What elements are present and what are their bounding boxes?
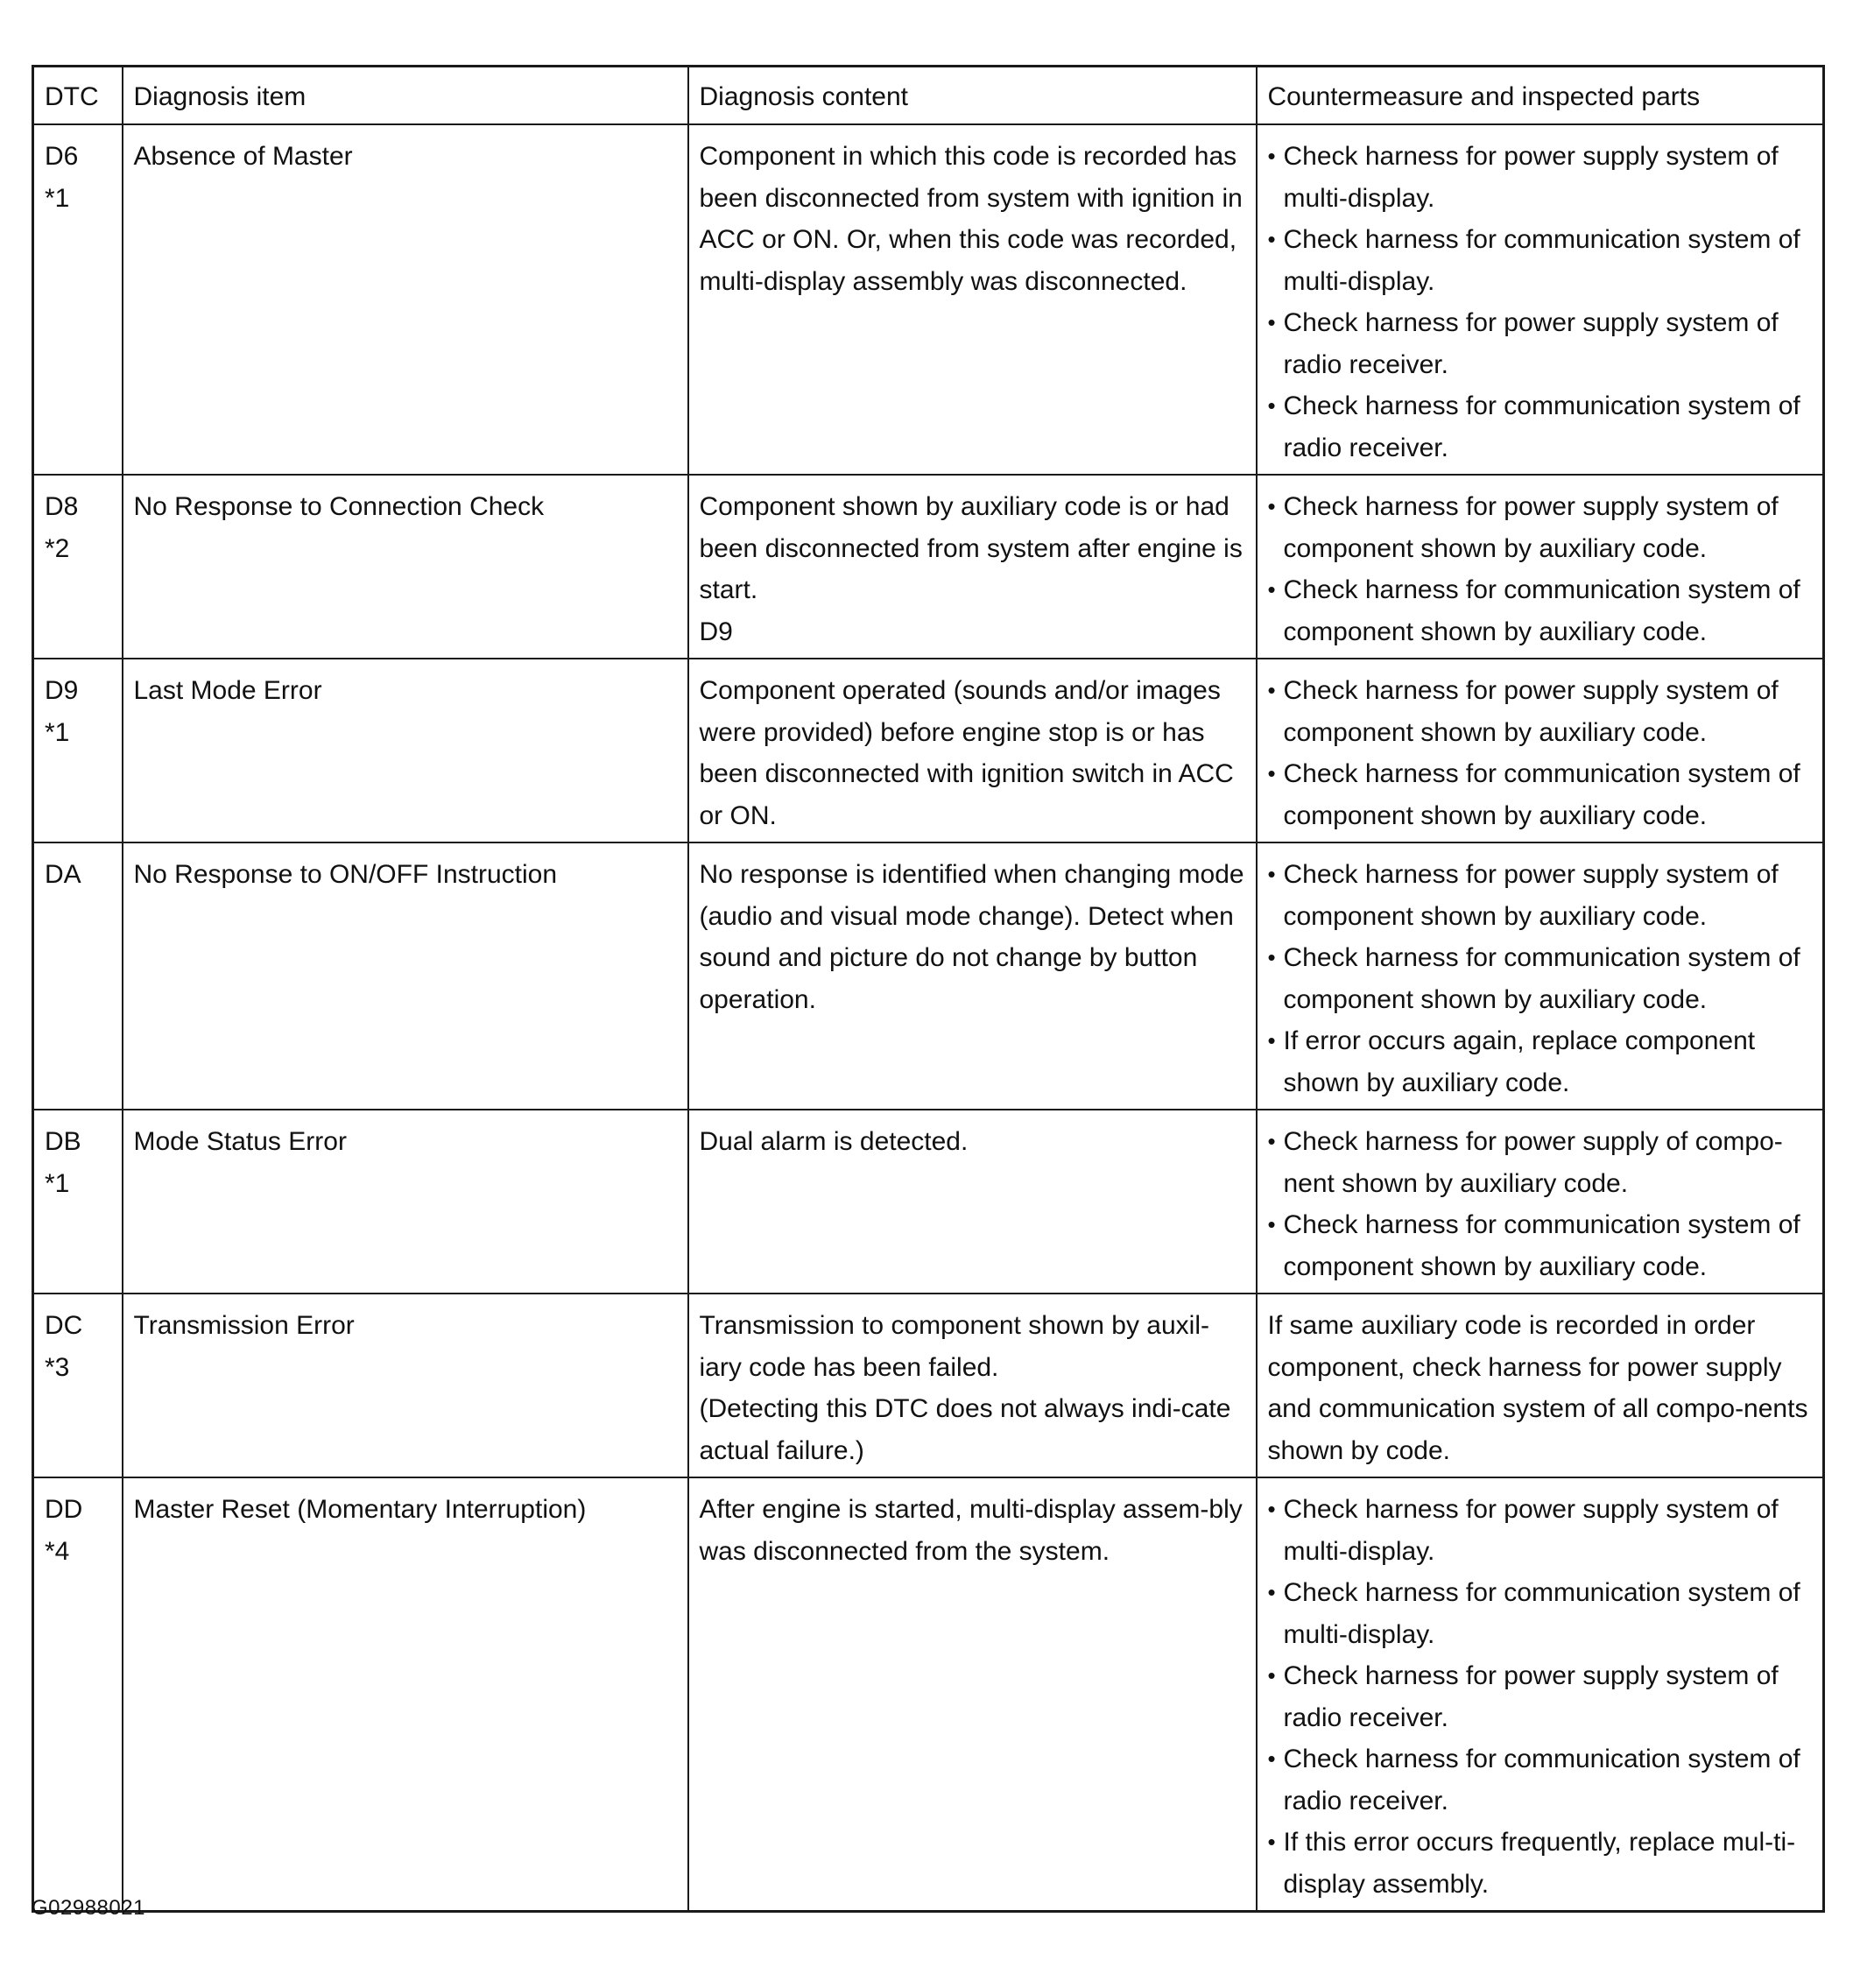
cell-dtc [33, 1294, 123, 1477]
cell-diagnosis-item: No Response to ON/OFF Instruction [123, 842, 688, 1110]
countermeasure-item: • Check harness for power supply system of component shown by auxiliary code. [1268, 486, 1813, 569]
table-row [33, 842, 1824, 1110]
dtc-footnote-marker: *1 [45, 717, 70, 747]
cell-countermeasure [1257, 842, 1824, 1110]
cell-diagnosis-item: Master Reset (Momentary Interruption) [123, 1477, 688, 1912]
table-row [33, 475, 1824, 659]
countermeasure-list [1268, 1121, 1813, 1287]
cell-dtc [33, 475, 123, 659]
dtc-code: DD [45, 1495, 83, 1524]
cell-diagnosis-item: Transmission Error [123, 1294, 688, 1477]
cell-countermeasure [1257, 659, 1824, 842]
cell-dtc [33, 1477, 123, 1912]
diagnosis-content-text: Component operated (sounds and/or images were provided) before engine stop is or has been disconnected with ignition switch in ACC or ON. [699, 676, 1234, 830]
countermeasure-item: • Check harness for communication system of component shown by auxiliary code. [1268, 1204, 1813, 1287]
countermeasure-list [1268, 1489, 1813, 1905]
table-row [33, 659, 1824, 842]
diagnosis-content-text: No response is identified when changing mode (audio and visual mode change). Detect when sound and picture do not change by button operation. [699, 860, 1244, 1014]
column-header-diagnosis-content: Diagnosis content [688, 67, 1257, 125]
countermeasure-list [1268, 854, 1813, 1103]
countermeasure-item: • Check harness for power supply system of multi-display. [1268, 136, 1813, 219]
dtc-code: DA [45, 860, 81, 889]
dtc-footnote-marker: *1 [45, 1168, 70, 1198]
countermeasure-item: • Check harness for communication system of component shown by auxiliary code. [1268, 569, 1813, 652]
countermeasure-item: • Check harness for power supply system of component shown by auxiliary code. [1268, 854, 1813, 937]
countermeasure-item: • Check harness for power supply of compo-nent shown by auxiliary code. [1268, 1121, 1813, 1204]
cell-dtc [33, 124, 123, 475]
dtc-table [32, 65, 1825, 1913]
cell-countermeasure [1257, 1477, 1824, 1912]
cell-diagnosis-content [688, 1477, 1257, 1912]
cell-diagnosis-content [688, 1110, 1257, 1294]
dtc-code: D9 [45, 676, 79, 705]
dtc-code: DB [45, 1127, 81, 1156]
diagnosis-content-text: Transmission to component shown by auxil-iary code has been failed. [699, 1311, 1209, 1382]
figure-id: G02988021 [32, 1896, 145, 1920]
table-row [33, 1110, 1824, 1294]
cell-dtc [33, 1110, 123, 1294]
cell-countermeasure [1257, 475, 1824, 659]
cell-diagnosis-content [688, 124, 1257, 475]
countermeasure-item: • Check harness for communication system of multi-display. [1268, 1572, 1813, 1655]
diagnosis-content-text: Dual alarm is detected. [699, 1127, 969, 1156]
countermeasure-item: • If error occurs again, replace component shown by auxiliary code. [1268, 1020, 1813, 1103]
dtc-table-sheet [32, 65, 1822, 1913]
column-header-diagnosis-item: Diagnosis item [123, 67, 688, 125]
cell-diagnosis-content [688, 475, 1257, 659]
diagnosis-content-text: After engine is started, multi-display assem-bly was disconnected from the system. [699, 1495, 1243, 1566]
diagnosis-content-text: (Detecting this DTC does not always indi-cate actual failure.) [699, 1394, 1231, 1465]
column-header-countermeasure: Countermeasure and inspected parts [1257, 67, 1824, 125]
countermeasure-item: • Check harness for power supply system of radio receiver. [1268, 302, 1813, 385]
table-header-row [33, 67, 1824, 125]
cell-diagnosis-content [688, 659, 1257, 842]
countermeasure-item: • Check harness for communication system of radio receiver. [1268, 1738, 1813, 1822]
dtc-footnote-marker: *2 [45, 533, 70, 563]
countermeasure-item: • If this error occurs frequently, replace mul-ti-display assembly. [1268, 1822, 1813, 1905]
countermeasure-item: • Check harness for power supply system of radio receiver. [1268, 1655, 1813, 1738]
table-row [33, 124, 1824, 475]
diagnosis-content-text: D9 [699, 617, 733, 646]
dtc-footnote-marker: *1 [45, 183, 70, 213]
cell-diagnosis-content [688, 1294, 1257, 1477]
dtc-footnote-marker: *3 [45, 1352, 70, 1382]
countermeasure-text: If same auxiliary code is recorded in order component, check harness for power supply and communication system of all compo-nents shown by code. [1267, 1311, 1808, 1465]
cell-diagnosis-item: Last Mode Error [123, 659, 688, 842]
cell-countermeasure [1257, 1294, 1824, 1477]
dtc-code: D8 [45, 492, 79, 521]
countermeasure-item: • Check harness for power supply system of component shown by auxiliary code. [1268, 670, 1813, 753]
dtc-footnote-marker: *4 [45, 1536, 70, 1566]
dtc-code: D6 [45, 142, 79, 171]
cell-diagnosis-item: No Response to Connection Check [123, 475, 688, 659]
cell-countermeasure [1257, 1110, 1824, 1294]
cell-countermeasure [1257, 124, 1824, 475]
countermeasure-item: • Check harness for communication system of radio receiver. [1268, 385, 1813, 469]
cell-diagnosis-content [688, 842, 1257, 1110]
countermeasure-item: • Check harness for communication system of component shown by auxiliary code. [1268, 753, 1813, 836]
countermeasure-list [1268, 486, 1813, 652]
table-row [33, 1294, 1824, 1477]
table-body [33, 124, 1824, 1912]
cell-dtc [33, 659, 123, 842]
countermeasure-list [1268, 670, 1813, 836]
cell-diagnosis-item: Absence of Master [123, 124, 688, 475]
countermeasure-item: • Check harness for communication system of multi-display. [1268, 219, 1813, 302]
countermeasure-list [1268, 136, 1813, 469]
dtc-code: DC [45, 1311, 83, 1340]
diagnosis-content-text: Component shown by auxiliary code is or had been disconnected from system after engine is start. [699, 492, 1243, 604]
countermeasure-item: • Check harness for power supply system of multi-display. [1268, 1489, 1813, 1572]
column-header-dtc: DTC [33, 67, 123, 125]
diagnosis-content-text: Component in which this code is recorded has been disconnected from system with ignition in ACC or ON. Or, when this code was recorded, multi-display assembly was disconnected. [699, 142, 1243, 296]
countermeasure-item: • Check harness for communication system of component shown by auxiliary code. [1268, 937, 1813, 1020]
cell-dtc [33, 842, 123, 1110]
table-row [33, 1477, 1824, 1912]
cell-diagnosis-item: Mode Status Error [123, 1110, 688, 1294]
